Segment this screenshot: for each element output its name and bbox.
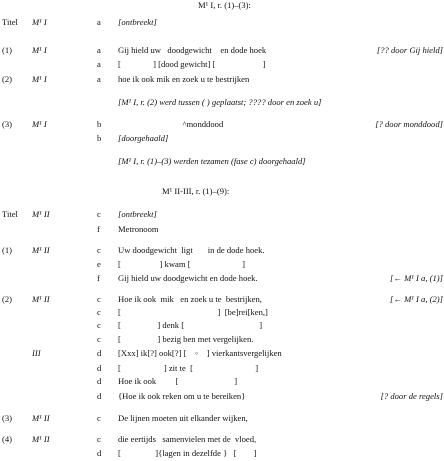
apparatus-line bbox=[0, 16, 444, 30]
variant-text: [ ] bezig ben met vergelijken. bbox=[118, 334, 254, 344]
apparatus-line bbox=[0, 73, 444, 87]
variant-text: [doorgehaald] bbox=[118, 133, 169, 143]
apparatus-line bbox=[0, 258, 444, 272]
line-number: (3) bbox=[2, 119, 13, 129]
apparatus-line bbox=[0, 244, 444, 258]
variant-text: Hoe ik ook [ ] bbox=[118, 376, 238, 386]
phase-letter: d bbox=[97, 376, 102, 386]
apparatus-line bbox=[0, 58, 444, 72]
variant-text: Gij hield uw doodgewicht en dode hoek bbox=[118, 45, 267, 55]
phase-letter: c bbox=[97, 413, 101, 423]
witness-siglum: M¹ II bbox=[32, 434, 50, 444]
phase-letter: c bbox=[97, 434, 101, 444]
variant-text: [M¹ I, r. (1)–(3) werden tezamen (fase c) doorgehaald] bbox=[118, 156, 306, 166]
variant-text: De lijnen moeten uit elkander wijken, bbox=[118, 413, 248, 423]
apparatus-line bbox=[0, 132, 444, 146]
phase-letter: c bbox=[97, 245, 101, 255]
phase-letter: b bbox=[97, 119, 102, 129]
apparatus-line bbox=[0, 44, 444, 58]
phase-letter: e bbox=[97, 259, 101, 269]
phase-letter: c bbox=[97, 307, 101, 317]
witness-siglum: M¹ II bbox=[32, 294, 50, 304]
witness-siglum: M¹ I bbox=[32, 119, 47, 129]
apparatus-line bbox=[0, 362, 444, 376]
witness-siglum: M¹ I bbox=[32, 17, 47, 27]
phase-letter: c bbox=[97, 334, 101, 344]
witness-siglum: M¹ II bbox=[32, 413, 50, 423]
variant-text: Gij hield uw doodgewicht en dode hoek. bbox=[118, 273, 258, 283]
variant-text: hoe ik ook mik en zoek u te bestrijken bbox=[118, 74, 250, 84]
variant-text: [ontbreekt] bbox=[118, 17, 157, 27]
variant-text: Hoe ik ook mik en zoek u te bestrijken, bbox=[118, 294, 262, 304]
phase-letter: d bbox=[97, 391, 102, 401]
variant-text: die eertijds samenvielen met de vloed, bbox=[118, 434, 257, 444]
phase-letter: c bbox=[97, 209, 101, 219]
editorial-note: [?? door Gij hield] bbox=[376, 45, 443, 55]
apparatus-line bbox=[0, 272, 444, 286]
apparatus-line bbox=[0, 96, 444, 110]
apparatus-line bbox=[0, 319, 444, 333]
apparatus-line bbox=[0, 412, 444, 426]
apparatus-line bbox=[0, 375, 444, 389]
phase-letter: c bbox=[97, 294, 101, 304]
line-number: Titel bbox=[2, 17, 18, 27]
section-header: M¹ I, r. (1)–(3): bbox=[198, 0, 251, 10]
line-number: (1) bbox=[2, 45, 13, 55]
apparatus-line bbox=[0, 433, 444, 447]
variant-text: [ ] [be]rei[ken,] bbox=[118, 307, 268, 317]
apparatus-line bbox=[0, 155, 444, 169]
variant-text: [ ] [dood gewicht] [ ] bbox=[118, 59, 266, 69]
phase-letter: a bbox=[97, 74, 101, 84]
line-number: (4) bbox=[2, 434, 13, 444]
apparatus-line bbox=[0, 447, 444, 461]
phase-letter: b bbox=[97, 133, 102, 143]
phase-letter: a bbox=[97, 17, 101, 27]
phase-letter: f bbox=[97, 224, 100, 234]
phase-letter: c bbox=[97, 320, 101, 330]
phase-letter: a bbox=[97, 59, 101, 69]
variant-text: Metronoom bbox=[118, 224, 159, 234]
section-header: M¹ II-III, r. (1)–(9): bbox=[162, 186, 230, 196]
variant-text: [ ] kwam [ ] bbox=[118, 259, 245, 269]
line-number: (3) bbox=[2, 413, 13, 423]
variant-text: [ ] denk [ ] bbox=[118, 320, 263, 330]
variant-text: [M¹ I, r. (2) werd tussen ( ) geplaatst; ???? door en zoek u] bbox=[118, 97, 322, 107]
line-number: (2) bbox=[2, 294, 13, 304]
witness-siglum: III bbox=[32, 348, 41, 358]
variant-text: [ ]{lagen in dezelfde } [ ] bbox=[118, 448, 257, 458]
witness-siglum: M¹ II bbox=[32, 245, 50, 255]
apparatus-line bbox=[0, 306, 444, 320]
apparatus-line bbox=[0, 118, 444, 132]
phase-letter: d bbox=[97, 363, 102, 373]
apparatus-line bbox=[0, 208, 444, 222]
witness-siglum: M¹ I bbox=[32, 74, 47, 84]
phase-letter: a bbox=[97, 45, 101, 55]
editorial-note: [← M¹ I a, (1)] bbox=[390, 273, 443, 283]
variant-text: Uw doodgewicht ligt in de dode hoek. bbox=[118, 245, 265, 255]
variant-text: ^monddood bbox=[118, 119, 224, 129]
variant-text: [ontbreekt] bbox=[118, 209, 157, 219]
phase-letter: f bbox=[97, 273, 100, 283]
line-number: (2) bbox=[2, 74, 13, 84]
editorial-note: [? door monddood] bbox=[375, 119, 443, 129]
line-number: (1) bbox=[2, 245, 13, 255]
editorial-note: [← M¹ I a, (2)] bbox=[390, 294, 443, 304]
variant-text: {Hoe ik ook reken om u te bereiken} bbox=[118, 391, 246, 401]
apparatus-line bbox=[0, 347, 444, 361]
line-number: Titel bbox=[2, 209, 18, 219]
apparatus-line bbox=[0, 333, 444, 347]
variant-text: [ ] zit te [ ] bbox=[118, 363, 259, 373]
editorial-note: [? door de regels] bbox=[380, 391, 443, 401]
apparatus-line bbox=[0, 293, 444, 307]
phase-letter: d bbox=[97, 348, 102, 358]
apparatus-line bbox=[0, 223, 444, 237]
witness-siglum: M¹ I bbox=[32, 45, 47, 55]
witness-siglum: M¹ II bbox=[32, 209, 50, 219]
apparatus-line bbox=[0, 390, 444, 404]
variant-text: [Xxx] ik[?] ook[?] [ ◦ ] vierkantsvergelijken bbox=[118, 348, 282, 358]
phase-letter: d bbox=[97, 448, 102, 458]
